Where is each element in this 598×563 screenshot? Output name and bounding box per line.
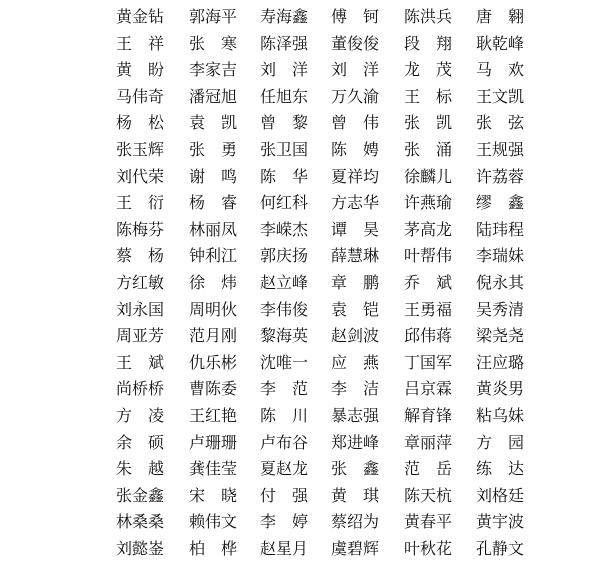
name-cell: 方志华	[330, 193, 379, 213]
name-cell: 谭 昊	[330, 219, 379, 239]
name-cell: 仇乐彬	[188, 352, 237, 372]
name-cell: 徐 炜	[188, 273, 237, 292]
name-cell: 谢 鸣	[188, 166, 237, 186]
name-row	[0, 84, 598, 111]
name-cell: 夏赵龙	[259, 459, 308, 479]
name-cell: 徐麟儿	[403, 166, 452, 186]
name-cell: 赖伟文	[188, 512, 237, 532]
name-cell: 黄 盼	[115, 60, 164, 80]
name-row	[0, 110, 598, 137]
name-cell: 蔡绍为	[330, 512, 379, 532]
name-cell: 王文凯	[475, 86, 524, 106]
name-cell: 李伟俊	[259, 299, 308, 319]
name-row	[0, 403, 598, 430]
name-cell: 林桑桑	[115, 512, 164, 532]
name-row	[0, 270, 598, 297]
name-cell: 缪 鑫	[475, 193, 524, 213]
name-cell: 章 鹏	[330, 273, 379, 292]
name-cell: 陈 娉	[330, 140, 379, 159]
name-row	[0, 456, 598, 483]
name-cell: 张 勇	[188, 140, 237, 159]
name-cell: 丁国军	[403, 352, 452, 372]
name-cell: 袁 铠	[330, 299, 379, 319]
name-cell: 曹陈委	[188, 379, 237, 399]
name-cell: 龙 茂	[403, 60, 452, 80]
name-cell: 吕京霖	[403, 379, 452, 399]
name-cell: 卢布谷	[259, 432, 308, 452]
name-cell: 林丽凤	[188, 219, 237, 239]
name-cell: 赵立峰	[259, 273, 308, 292]
name-cell: 刘 洋	[259, 60, 308, 80]
name-cell: 陈洪兵	[403, 7, 452, 26]
name-cell: 董俊俊	[330, 33, 379, 53]
name-cell: 陈梅芬	[115, 219, 164, 239]
name-cell: 段 翔	[403, 33, 452, 53]
name-cell: 刘懿崟	[115, 539, 164, 558]
name-cell: 梁尧尧	[475, 326, 524, 346]
name-cell: 曾 黎	[259, 113, 308, 133]
name-cell: 黄 琪	[330, 485, 379, 505]
name-row	[0, 164, 598, 191]
name-cell: 薛慧琳	[330, 246, 379, 266]
name-cell: 郑进峰	[330, 432, 379, 452]
name-cell: 袁 凯	[188, 113, 237, 133]
name-cell: 郭海平	[188, 7, 237, 26]
name-cell: 张卫国	[259, 140, 308, 159]
name-cell: 龚佳莹	[188, 459, 237, 479]
name-cell: 王红艳	[188, 406, 237, 425]
name-cell: 卢珊珊	[188, 432, 237, 452]
name-cell: 张金鑫	[115, 485, 164, 505]
name-cell: 尚桥桥	[115, 379, 164, 399]
name-cell: 何红科	[259, 193, 308, 213]
name-cell: 王勇福	[403, 299, 452, 319]
name-cell: 刘格廷	[475, 485, 524, 505]
name-cell: 刘 洋	[330, 60, 379, 80]
name-cell: 范 岳	[403, 459, 452, 479]
name-cell: 黄宇波	[475, 512, 524, 532]
name-cell: 沈唯一	[259, 352, 308, 372]
name-cell: 范月刚	[188, 326, 237, 346]
name-cell: 赵剑波	[330, 326, 379, 346]
name-cell: 解育锋	[403, 406, 452, 425]
name-cell: 乔 斌	[403, 273, 452, 292]
name-cell: 王 衍	[115, 193, 164, 213]
name-cell: 粘乌妹	[475, 406, 524, 425]
name-cell: 陈泽强	[259, 33, 308, 53]
name-cell: 王 斌	[115, 352, 164, 372]
name-row	[0, 350, 598, 377]
name-cell: 陈天杭	[403, 485, 452, 505]
name-cell: 周明伙	[188, 299, 237, 319]
name-cell: 王 祥	[115, 33, 164, 53]
name-cell: 傅 钶	[330, 7, 379, 26]
name-cell: 暴志强	[330, 406, 379, 425]
name-row	[0, 137, 598, 164]
name-cell: 孔静文	[475, 539, 524, 558]
name-cell: 叶秋花	[403, 539, 452, 558]
name-cell: 周亚芳	[115, 326, 164, 346]
name-cell: 刘永国	[115, 299, 164, 319]
name-cell: 叶帮伟	[403, 246, 452, 266]
name-cell: 张 涌	[403, 140, 452, 159]
name-row	[0, 297, 598, 324]
name-cell: 耿乾峰	[475, 33, 524, 53]
name-cell: 陈 川	[259, 406, 308, 425]
name-row	[0, 376, 598, 403]
name-cell: 方 园	[475, 432, 524, 452]
name-cell: 许荔蓉	[475, 166, 524, 186]
name-cell: 虞碧辉	[330, 539, 379, 558]
name-cell: 李家吉	[188, 60, 237, 80]
name-cell: 黄炎男	[475, 379, 524, 399]
name-cell: 茅高龙	[403, 219, 452, 239]
name-cell: 付 强	[259, 485, 308, 505]
name-cell: 王规强	[475, 140, 524, 159]
name-cell: 许燕瑜	[403, 193, 452, 213]
name-row	[0, 509, 598, 536]
name-cell: 赵星月	[259, 539, 308, 558]
name-cell: 王 标	[403, 86, 452, 106]
name-row	[0, 217, 598, 244]
name-cell: 练 达	[475, 459, 524, 479]
name-cell: 刘代荣	[115, 166, 164, 186]
name-cell: 马 欢	[475, 60, 524, 80]
name-cell: 蔡 杨	[115, 246, 164, 266]
name-cell: 杨 睿	[188, 193, 237, 213]
name-cell: 李 婷	[259, 512, 308, 532]
name-row	[0, 4, 598, 31]
name-cell: 宋 晓	[188, 485, 237, 505]
name-cell: 汪应璐	[475, 352, 524, 372]
name-cell: 方红敏	[115, 273, 164, 292]
name-cell: 应 燕	[330, 352, 379, 372]
name-cell: 张玉辉	[115, 140, 164, 159]
name-cell: 马伟奇	[115, 86, 164, 106]
name-cell: 邱伟蒋	[403, 326, 452, 346]
name-cell: 杨 松	[115, 113, 164, 133]
name-cell: 黎海英	[259, 326, 308, 346]
name-cell: 倪永其	[475, 273, 524, 292]
name-cell: 万久渝	[330, 86, 379, 106]
name-cell: 李 洁	[330, 379, 379, 399]
name-cell: 张 弦	[475, 113, 524, 133]
name-cell: 李 范	[259, 379, 308, 399]
name-cell: 李嵘杰	[259, 219, 308, 239]
name-row	[0, 483, 598, 510]
name-cell: 余 硕	[115, 432, 164, 452]
name-cell: 章丽萍	[403, 432, 452, 452]
name-row	[0, 243, 598, 270]
name-cell: 唐 翱	[475, 7, 524, 26]
name-cell: 张 鑫	[330, 459, 379, 479]
name-cell: 夏祥均	[330, 166, 379, 186]
name-cell: 黄春平	[403, 512, 452, 532]
name-row	[0, 430, 598, 457]
name-cell: 潘冠旭	[188, 86, 237, 106]
name-cell: 张 寒	[188, 33, 237, 53]
name-cell: 陈 华	[259, 166, 308, 186]
name-row	[0, 536, 598, 563]
name-cell: 朱 越	[115, 459, 164, 479]
name-cell: 方 凌	[115, 406, 164, 425]
name-row	[0, 190, 598, 217]
name-cell: 郭庆扬	[259, 246, 308, 266]
name-cell: 任旭东	[259, 86, 308, 106]
name-cell: 柏 桦	[188, 539, 237, 558]
name-cell: 曾 伟	[330, 113, 379, 133]
name-row	[0, 323, 598, 350]
name-cell: 张 凯	[403, 113, 452, 133]
name-row	[0, 57, 598, 84]
name-cell: 钟利江	[188, 246, 237, 266]
name-cell: 陆玮程	[475, 219, 524, 239]
name-cell: 李瑞妹	[475, 246, 524, 266]
name-row	[0, 31, 598, 58]
name-cell: 黄金钻	[115, 7, 164, 26]
name-cell: 寿海鑫	[259, 7, 308, 26]
name-cell: 吴秀清	[475, 299, 524, 319]
